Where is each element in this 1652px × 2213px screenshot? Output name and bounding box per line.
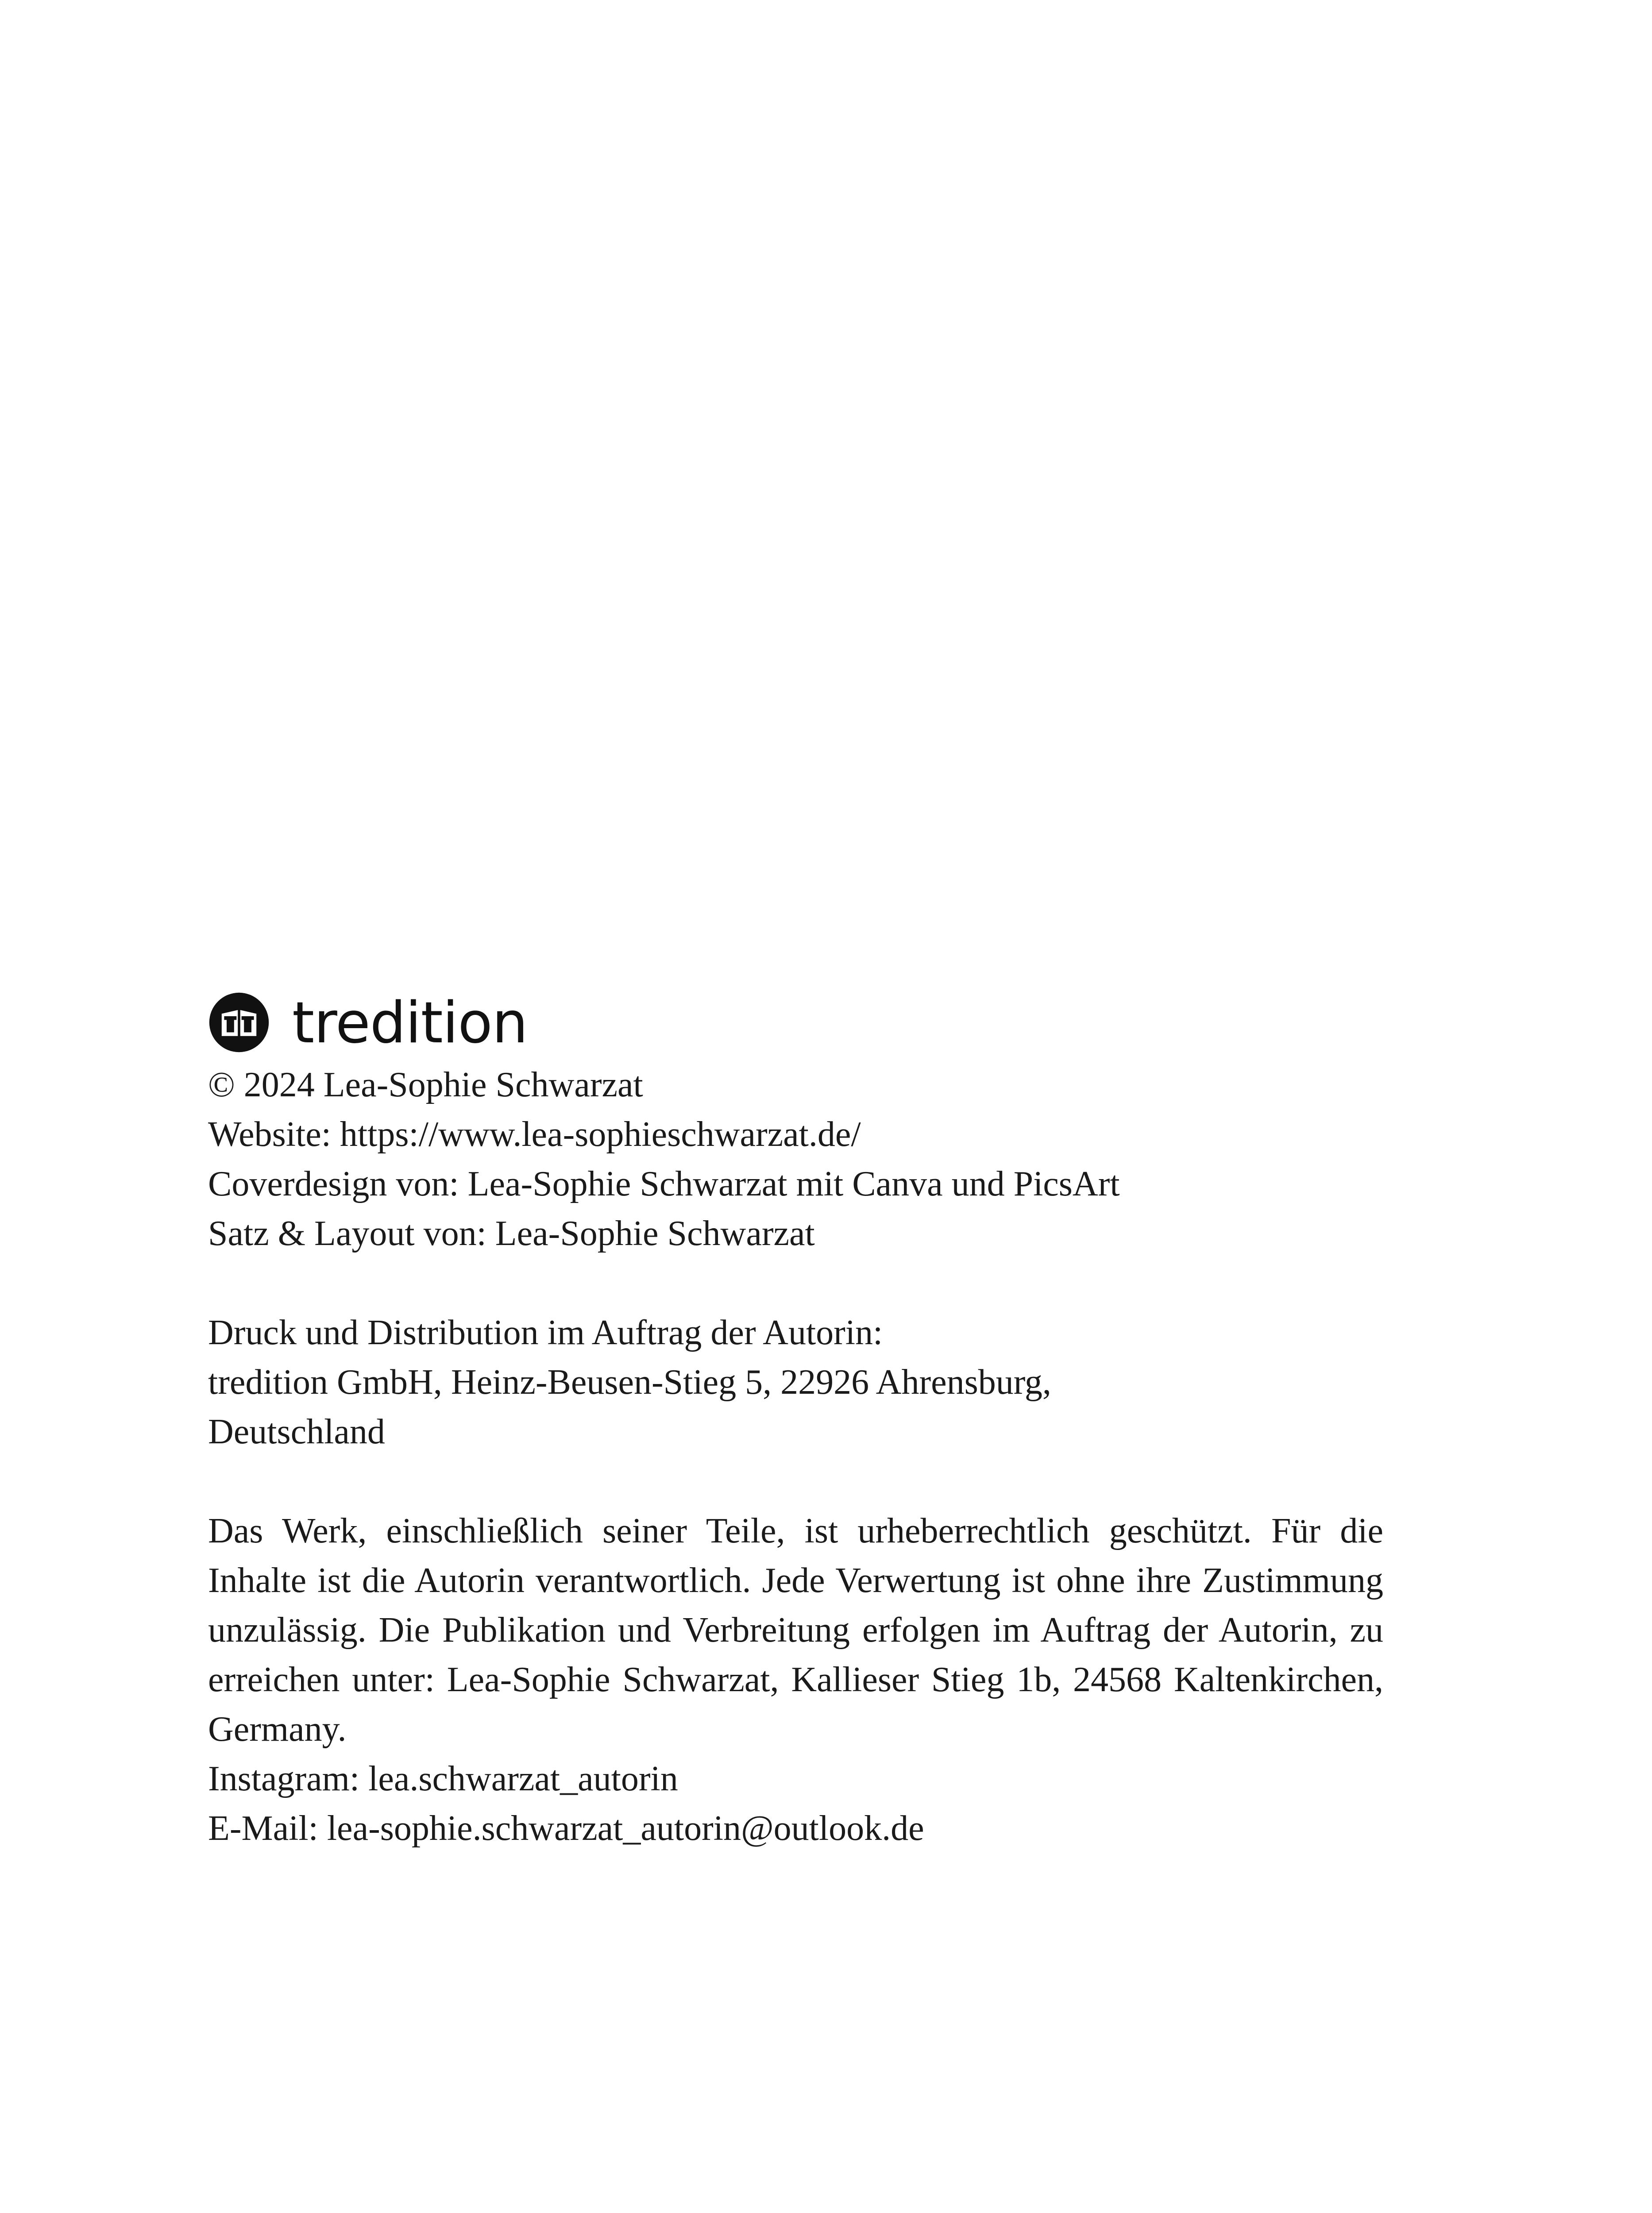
layout-credit-line: Satz & Layout von: Lea-Sophie Schwarzat bbox=[208, 1214, 815, 1253]
instagram-line: Instagram: lea.schwarzat_autorin bbox=[208, 1759, 678, 1798]
publisher-country-line: Deutschland bbox=[208, 1412, 385, 1451]
coverdesign-line: Coverdesign von: Lea-Sophie Schwarzat mit Canva und PicsArt bbox=[208, 1164, 1120, 1203]
copyright-line: © 2024 Lea-Sophie Schwarzat bbox=[208, 1065, 643, 1104]
publisher-logo bbox=[208, 989, 1383, 1056]
spacer bbox=[208, 1258, 1383, 1308]
email-line: E-Mail: lea-sophie.schwarzat_autorin@outlook.de bbox=[208, 1809, 924, 1848]
website-line: Website: https://www.lea-sophieschwarzat.de/ bbox=[208, 1115, 861, 1154]
logo-wordmark: tredition bbox=[292, 990, 528, 1056]
tredition-book-logo-icon bbox=[208, 991, 270, 1053]
printing-intro-line: Druck und Distribution im Auftrag der Autorin: bbox=[208, 1313, 883, 1352]
spacer bbox=[208, 1457, 1383, 1506]
legal-paragraph: Das Werk, einschließlich seiner Teile, ist urheberrechtlich geschützt. Für die Inhalte ist die Autorin verantwortlich. Jede Verwertung ist ohne ihre Zustimmung unzulässig. Die Publikation und Verbreitung erfolgen im Auftrag der Autorin, zu erreichen unter: Lea-Sophie Schwarzat, Kallieser Stieg 1b, 24568 Kaltenkirchen, Germany. bbox=[208, 1511, 1383, 1749]
publisher-address-line: tredition GmbH, Heinz-Beusen-Stieg 5, 22926 Ahrensburg, bbox=[208, 1363, 1051, 1402]
imprint-block bbox=[208, 989, 1383, 1853]
